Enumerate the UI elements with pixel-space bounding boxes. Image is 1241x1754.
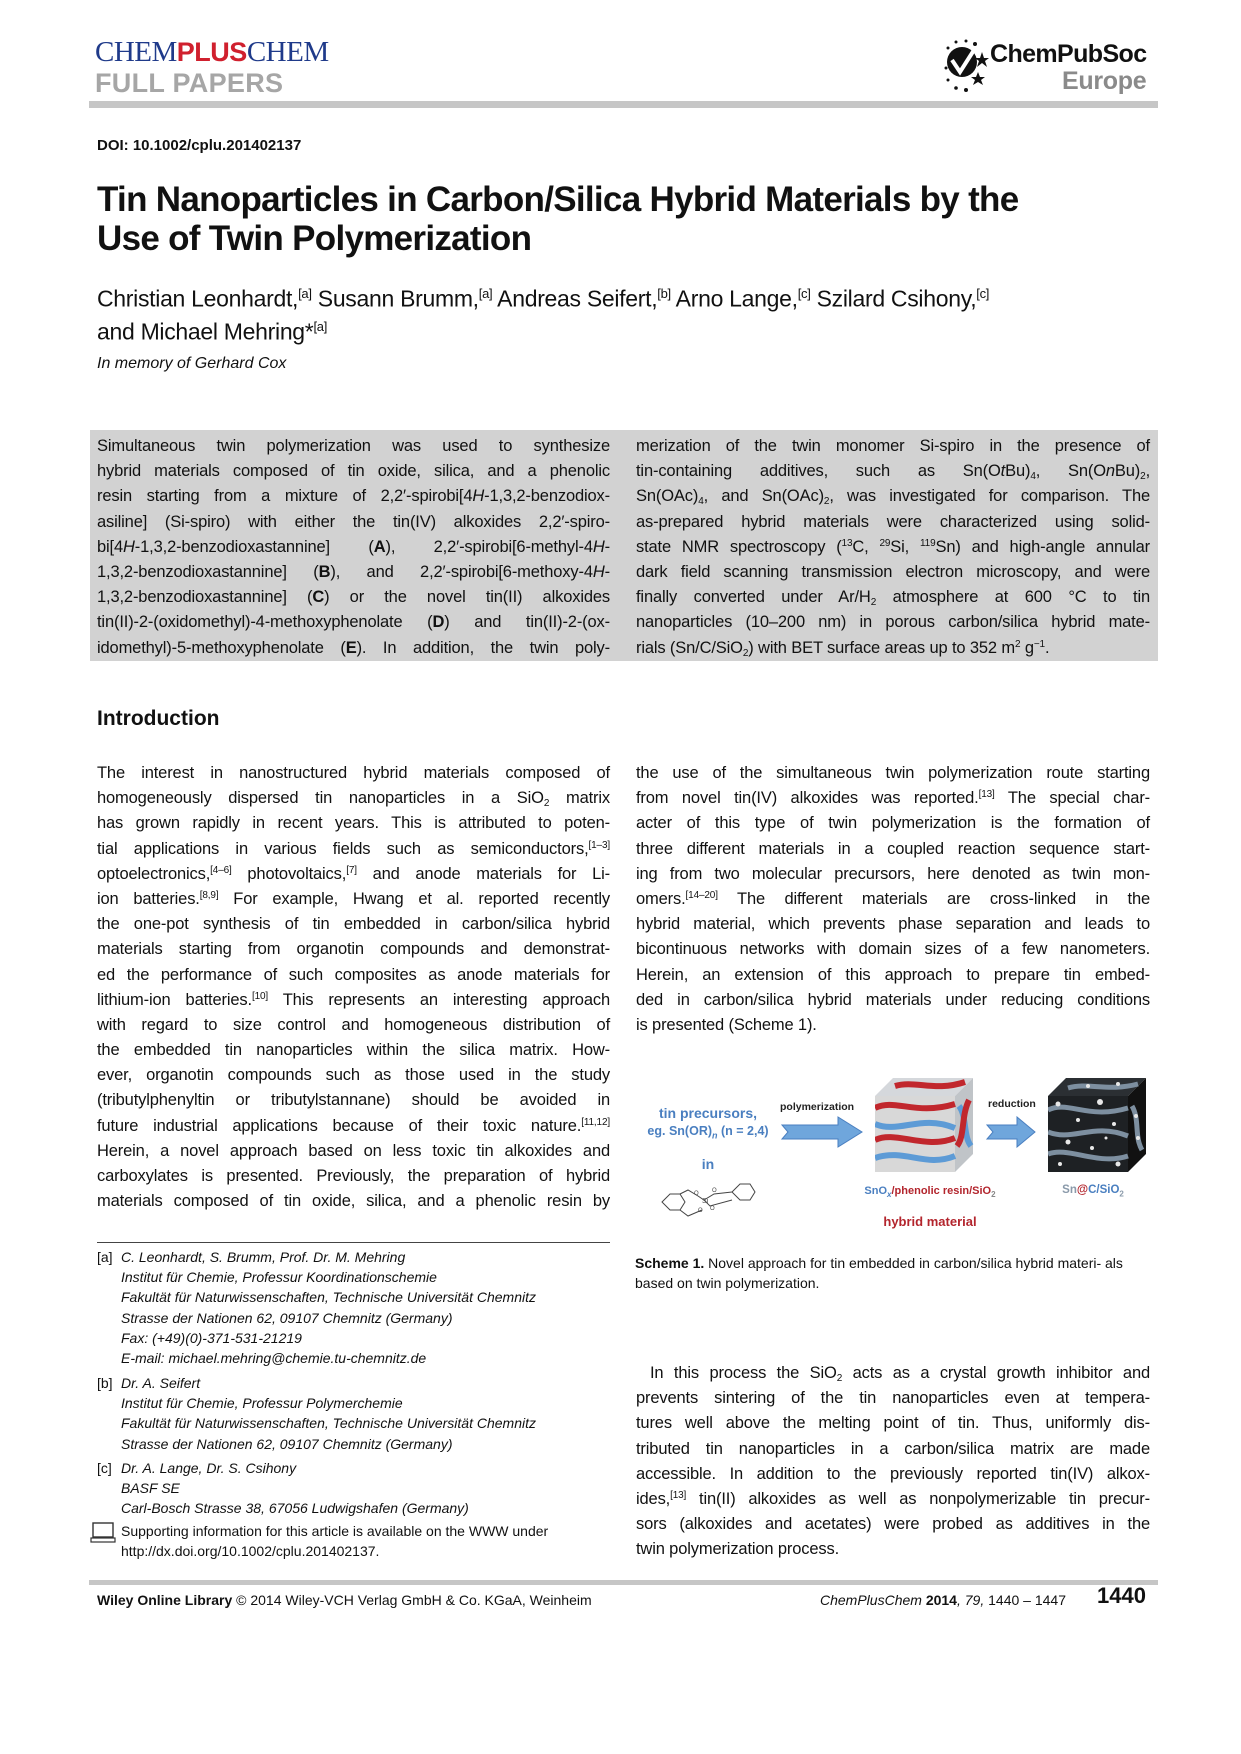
scheme-text: C/SiO [1088,1184,1120,1196]
year: 2014 [921,1592,957,1608]
scheme-text: 2 [991,1190,996,1200]
dedication: In memory of Gerhard Cox [97,355,287,372]
author: Christian Leonhardt, [97,285,299,312]
author-line [97,280,989,313]
text-line: finally converted under $Ar/H_2$ atmosphere at 600 °C to tin [636,588,1150,609]
text-line: hybrid materials composed of tin oxide, silica, and a phenolic [97,462,610,481]
scheme-caption-text: Novel approach for tin embedded in carbon/silica hybrid materi- als based on twin polymerization. [635,1255,1123,1291]
text-line: future industrial applications because of their toxic nature.[11,12] [97,1116,610,1135]
footnote-line: Dr. A. Lange, Dr. S. Csihony [121,1460,297,1476]
footnote-line: Dr. A. Seifert [121,1375,201,1391]
journal-name: ChemPlusChem [820,1592,922,1608]
footer-copyright [97,1592,592,1608]
text-line: bi[4H-1,3,2-benzodioxastannine] (A), 2,2′-spirobi[6-methyl-4H- [97,537,611,556]
footnote-line: Fakultät für Naturwissenschaften, Technische Universität Chemnitz [121,1415,536,1432]
text-line: idomethyl)-5-methoxyphenolate (E). In addition, the twin poly- [97,638,610,657]
text-line: accessible. In addition to the previously reported tin(IV) alkox- [636,1464,1150,1483]
author-line [97,313,989,346]
text-line: homogeneously dispersed tin nanoparticles in a SiO$_2$ matrix [97,789,610,810]
text-line: lithium-ion batteries.[10] This represents an interesting approach [97,990,610,1009]
scheme-in-label: in [701,1155,715,1172]
text-line: as-prepared hybrid materials were characterized using solid- [636,512,1150,531]
affiliation-mark: [c] [976,286,990,301]
text-line: (tributylphenyltin or tributylstannane) should be avoided in [97,1091,610,1110]
text-line: twin polymerization process. [636,1540,840,1559]
text-line: optoelectronics,[4–6] photovoltaics,[7] and anode materials for Li- [97,864,610,883]
text-line: carboxylates is presented. Previously, the preparation of hybrid [97,1167,610,1185]
footnote-line: Strasse der Nationen 62, 09107 Chemnitz (Germany) [121,1309,453,1326]
footnote-rule [97,1242,610,1243]
text-line: materials composed of tin oxide, silica, and a phenolic resin by [97,1192,610,1211]
journal-logo-chem2: CHEM [246,36,329,68]
footnote-line: Strasse der Nationen 62, 09107 Chemnitz (Germany) [121,1435,453,1452]
text-line: rials (Sn/C/SiO$_2$) with BET surface areas up to 352 $m^2$ $g^{-1}$. [636,638,1050,659]
footnote-tag: [b] [97,1375,113,1391]
text-line: ded in carbon/silica hybrid materials under reducing conditions [636,990,1150,1009]
footnote-body [121,1458,469,1519]
scheme-text: eg. Sn(OR) [647,1124,713,1138]
text-line: 1,3,2-benzodioxastannine] (B), and 2,2′-spirobi[6-methoxy-4H- [97,562,611,581]
affiliation-mark: [b] [657,286,671,301]
page-number: 1440 [1097,1583,1146,1608]
footnote-line: C. Leonhardt, S. Brumm, Prof. Dr. M. Mehring [121,1249,406,1265]
text-line: the use of the simultaneous twin polymerization route starting [636,764,1150,782]
text-line: 1,3,2-benzodioxastannine] (C) or the novel tin(II) alkoxides [97,588,610,607]
journal-logo-plus: PLUS [176,37,247,67]
footnote-tag: [c] [97,1460,112,1476]
text-line: is presented (Scheme 1). [636,1015,817,1034]
hybrid-material-cube [875,1076,975,1174]
footnote-line: Fax: (+49)(0)-371-531-21219 [121,1329,302,1346]
volume: , 79, [956,1592,985,1608]
text-line: ion batteries.[8,9] For example, Hwang et al. reported recently [97,889,610,908]
page-range: 1440 – 1447 [984,1592,1066,1608]
abstract-right-column [636,434,1150,661]
affiliation-mark: [a] [478,286,493,301]
scheme-precursor-line2 [638,1122,778,1145]
text-line: has grown rapidly in recent years. This is attributed to poten- [97,814,610,833]
scheme-step-reduction: reduction [988,1098,1036,1110]
text-line: ever, organotin compounds such as those used in the study [97,1066,610,1085]
publisher-region: Europe [1062,67,1147,95]
copyright-text: © 2014 Wiley-VCH Verlag GmbH & Co. KGaA, Weinheim [232,1592,592,1608]
article-title [97,180,1019,258]
author: and Michael Mehring* [97,318,314,345]
supporting-info-line: Supporting information for this article is available on the WWW under [121,1523,549,1539]
text-line: the one-pot synthesis of tin embedded in carbon/silica hybrid [97,915,610,934]
scheme-text: Sn [1062,1184,1077,1196]
computer-icon [90,1522,116,1549]
text-line: $Sn(OAc)_4$, and $Sn(OAc)_2$, was investigated for comparison. The [636,487,1151,508]
text-line: bicontinuous networks with domain sizes of a few nanometers. [636,940,1150,959]
wiley-online-library-link[interactable]: Wiley Online Library [97,1592,233,1608]
journal-logo-chem: CHEM [95,36,177,68]
affiliation-mark: [c] [797,286,811,301]
abstract-left-column [97,434,610,661]
hybrid-material-caption: hybrid material [883,1214,977,1229]
text-line: Simultaneous twin polymerization was used to synthesize [97,437,610,455]
o-atom-label: O [710,1206,715,1212]
author: Arno Lange, [670,285,798,312]
text-line: Herein, a novel approach based on less toxic tin alkoxides and [97,1141,610,1160]
text-line: acter of this type of twin polymerization is the formation of [636,814,1150,833]
footer-citation [820,1592,1066,1608]
text-line: prevents sintering of the tin nanoparticles even at tempera- [636,1389,1150,1408]
text-line: ing from two molecular precursors, here denoted as twin mon- [636,864,1150,883]
text-line: sors (alkoxides and acetates) were probed as additives in the [636,1515,1150,1534]
footnote-tag: [a] [97,1249,113,1265]
text-line: The interest in nanostructured hybrid materials composed of [97,764,610,782]
scheme-step-polymerization: polymerization [780,1101,855,1113]
footer-rule [89,1580,1158,1585]
product-label [1048,1184,1138,1198]
author-list [97,280,989,345]
si-atom-label: Si [702,1198,709,1205]
scheme-text: @ [1076,1184,1089,1196]
scheme-1-figure [630,1070,1160,1240]
email-link[interactable]: E-mail: michael.mehring@chemie.tu-chemnitz.de [121,1350,427,1367]
text-line: nanoparticles (10–200 nm) in porous carbon/silica hybrid mate- [636,613,1150,632]
supporting-info [121,1521,548,1561]
scheme-text: x [887,1190,892,1200]
footnote-body [121,1373,536,1454]
scheme-caption-label: Scheme 1. [635,1255,705,1271]
scheme-precursor-line1: tin precursors, [658,1105,758,1121]
publisher-name: ChemPubSoc [990,40,1147,68]
text-line: state NMR spectroscopy ($^{13}$C, $^{29}$Si, $^{119}$Sn) and high-angle annular [636,537,1150,556]
text-line: tin(II)-2-(oxidomethyl)-4-methoxyphenolate (D) and tin(II)-2-(ox- [97,613,610,632]
text-line: with regard to size control and homogeneous distribution of [97,1015,610,1034]
author: Szilard Csihony, [810,285,977,312]
text-line: tin-containing additives, such as $Sn(OtBu)_4$, $Sn(OnBu)_2$, [636,462,1150,483]
text-line: asiline] (Si-spiro) with either the tin(IV) alkoxides 2,2′-spiro- [97,512,610,531]
text-line: omers.[14–20] The different materials are cross-linked in the [636,889,1150,908]
scheme-text: n [712,1130,718,1141]
doi[interactable]: DOI: 10.1002/cplu.201402137 [97,137,302,154]
intro-right-paragraph-2 [636,1361,1150,1563]
text-line: dark field scanning transmission electron microscopy, and were [636,562,1150,581]
text-line: from novel tin(IV) alkoxides was reported.[13] The special char- [636,789,1151,808]
text-line: ides,[13] tin(II) alkoxides as well as nonpolymerizable tin precur- [636,1489,1150,1508]
journal-logo [95,36,329,69]
o-atom-label: O [698,1208,703,1214]
text-line: tures well above the melting point of tin. Thus, uniformly dis- [636,1414,1150,1433]
text-line: ed the performance of such composites as anode materials for [97,965,610,984]
si-spiro-molecule [658,1178,758,1223]
o-atom-label: O [712,1188,717,1194]
text-line: hybrid material, which prevents phase separation and leads to [636,915,1150,934]
section-label: FULL PAPERS [95,68,284,98]
intro-left-column [97,761,610,1214]
text-line: tributed tin nanoparticles in a carbon/silica matrix are made [636,1439,1150,1458]
text-line: resin starting from a mixture of 2,2′-spirobi[4H-1,3,2-benzodiox- [97,487,610,506]
scheme-text: /phenolic resin/SiO [891,1185,992,1197]
scheme-text: (n = 2,4) [717,1124,769,1138]
header-rule [89,101,1158,108]
o-atom-label: O [694,1191,699,1197]
text-line: merization of the twin monomer Si-spiro in the presence of [636,437,1150,455]
footnote-line: Carl-Bosch Strasse 38, 67056 Ludwigshafen (Germany) [121,1500,469,1517]
supporting-info-link[interactable]: http://dx.doi.org/10.1002/cplu.201402137. [121,1543,380,1560]
intro-right-paragraph-1 [636,761,1150,1038]
text-line: the embedded tin nanoparticles within the silica matrix. How- [97,1041,610,1060]
arrow-right-icon [780,1116,864,1148]
affiliation-mark: [a] [313,318,328,334]
footnote-line: Fakultät für Naturwissenschaften, Technische Universität Chemnitz [121,1289,536,1306]
footnote-line: Institut für Chemie, Professur Polymerchemie [121,1395,403,1412]
author: Susann Brumm, [311,285,479,312]
title-line: Tin Nanoparticles in Carbon/Silica Hybrid Materials by the [97,180,1019,219]
footnote-body [121,1247,536,1368]
author: Andreas Seifert, [492,285,658,312]
footnote-line: Institut für Chemie, Professur Koordinationschemie [121,1269,437,1286]
text-line: Herein, an extension of this approach to prepare tin embed- [636,965,1150,984]
scheme-text: 2 [1119,1189,1124,1199]
publisher-star-icon [942,38,990,94]
affiliation-mark: [a] [298,286,312,301]
arrow-right-icon [985,1116,1037,1148]
text-line: In this process the SiO$_2$ acts as a crystal growth inhibitor and [650,1364,1150,1384]
text-line: three different materials in a coupled reaction sequence start- [636,839,1150,858]
text-line: tial applications in various fields such as semiconductors,[1–3] [97,839,610,858]
tin-carbon-silica-cube [1048,1076,1148,1174]
title-line: Use of Twin Polymerization [97,219,532,258]
text-line: materials starting from organotin compounds and demonstrat- [97,940,610,959]
footnote-line: BASF SE [121,1480,180,1497]
scheme-text: SnO [864,1185,888,1197]
section-heading-introduction: Introduction [97,707,220,730]
scheme-precursor-label [638,1104,778,1173]
hybrid-label [845,1185,1015,1199]
scheme-caption [635,1253,1155,1293]
